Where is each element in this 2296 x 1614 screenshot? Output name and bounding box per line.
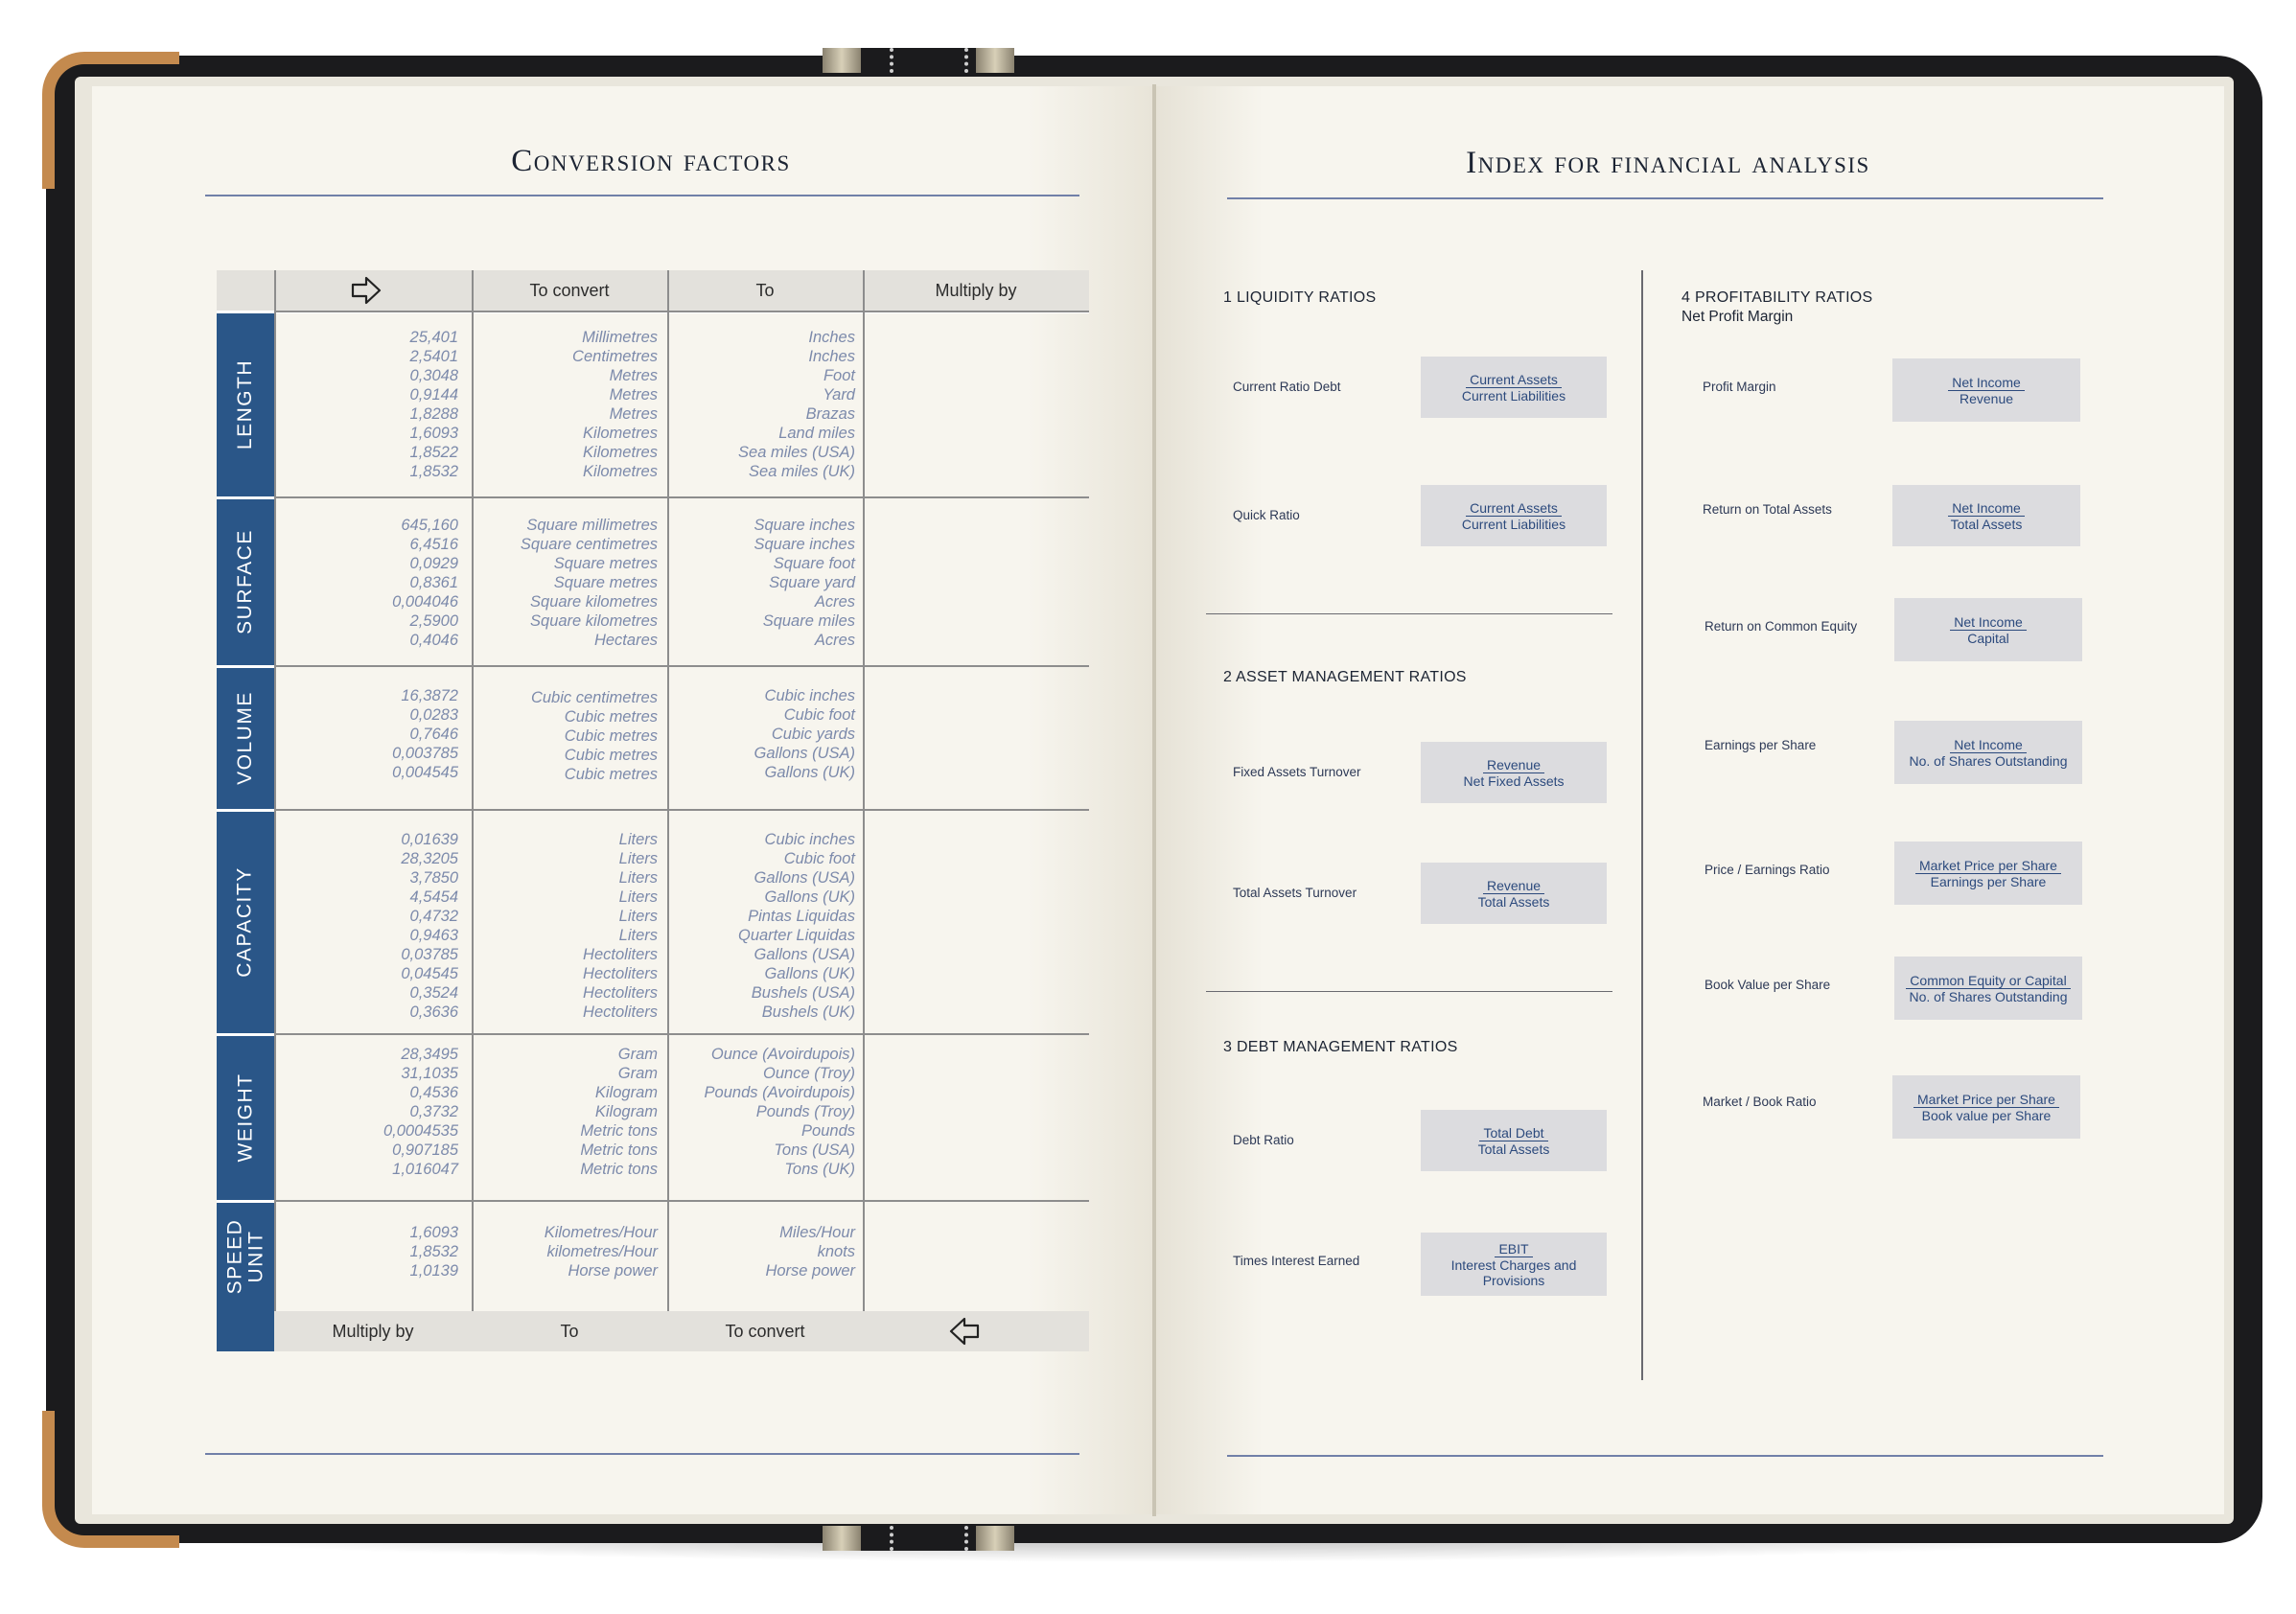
table-cell: Pounds (Avoirdupois) <box>704 1084 855 1101</box>
elastic-strap-top <box>823 48 1014 73</box>
section-subheading: Net Profit Margin <box>1681 309 1794 325</box>
table-cell: 0,3524 <box>409 984 458 1002</box>
table-cell: Bushels (UK) <box>761 1003 855 1021</box>
table-cell: 2,5900 <box>409 612 458 630</box>
table-cell: Square millimetres <box>526 517 658 534</box>
ratio-label: Earnings per Share <box>1705 738 1817 752</box>
title-rule <box>205 195 1079 196</box>
table-cell: 0,0283 <box>409 706 458 724</box>
table-cell: Liters <box>618 888 658 906</box>
grid-line <box>274 1033 1089 1035</box>
table-cell: Metres <box>609 405 658 423</box>
table-cell: Square inches <box>754 536 855 553</box>
table-cell: Liters <box>618 927 658 944</box>
table-cell: Square metres <box>553 574 658 591</box>
table-cell: Liters <box>618 850 658 867</box>
table-cell: Cubic inches <box>764 687 855 704</box>
table-cell: Hectoliters <box>583 965 658 982</box>
table-cell: 1,6093 <box>409 425 458 442</box>
table-cell: Liters <box>618 831 658 848</box>
section-label-capacity: CAPACITY <box>234 866 256 978</box>
table-cell: Hectoliters <box>583 984 658 1002</box>
ratio-formula-box: Revenue Net Fixed Assets <box>1421 742 1607 803</box>
table-cell: Hectares <box>593 632 658 649</box>
table-cell: Foot <box>823 367 855 384</box>
table-cell: 16,3872 <box>401 687 458 704</box>
section-label-volume: VOLUME <box>234 691 256 785</box>
table-cell: 0,004545 <box>392 764 458 781</box>
ratio-label: Return on Total Assets <box>1703 502 1832 517</box>
section-heading-debt-management: 3 DEBT MANAGEMENT RATIOS <box>1223 1039 1458 1055</box>
ratio-formula-box: Net Income Capital <box>1894 598 2082 661</box>
table-cell: Liters <box>618 908 658 925</box>
table-cell: 28,3205 <box>401 850 458 867</box>
bottom-rule <box>205 1453 1079 1455</box>
section-heading-profitability: 4 PROFITABILITY RATIOS <box>1681 289 1873 306</box>
grid-line <box>274 1200 1089 1202</box>
table-cell: Sea miles (UK) <box>749 463 855 480</box>
section-divider <box>1206 991 1612 992</box>
table-cell: 0,0004535 <box>383 1122 458 1140</box>
table-cell: 0,907185 <box>392 1141 458 1159</box>
ratio-label: Times Interest Earned <box>1233 1254 1360 1268</box>
ratio-label: Return on Common Equity <box>1705 619 1858 634</box>
table-cell: 3,7850 <box>409 869 458 887</box>
section-label-weight: WEIGHT <box>234 1072 256 1163</box>
table-cell: Cubic foot <box>783 850 855 867</box>
table-cell: 0,4536 <box>409 1084 458 1101</box>
to-units-capacity <box>681 830 855 1022</box>
table-cell: Kilometres <box>583 444 658 461</box>
table-cell: Square foot <box>773 555 855 572</box>
title-rule <box>1227 197 2103 199</box>
bottom-rule <box>1227 1455 2103 1457</box>
table-cell: 6,4516 <box>409 536 458 553</box>
table-cell: Brazas <box>805 405 855 423</box>
table-cell: Horse power <box>765 1262 855 1280</box>
section-heading-asset-management: 2 ASSET MANAGEMENT RATIOS <box>1223 669 1467 685</box>
page-title: Index for financial analysis <box>1466 146 1870 180</box>
factors-length <box>288 328 458 481</box>
table-cell: Metric tons <box>580 1141 658 1159</box>
grid-line <box>274 496 1089 498</box>
section-label-length: LENGTH <box>234 358 256 450</box>
table-cell: 1,016047 <box>392 1161 458 1178</box>
table-cell: Pounds <box>801 1122 855 1140</box>
ratio-label: Quick Ratio <box>1233 508 1300 522</box>
ratio-formula-box: Revenue Total Assets <box>1421 863 1607 924</box>
factors-surface <box>288 516 458 650</box>
table-cell: Pounds (Troy) <box>755 1103 855 1120</box>
header-multiply-by: Multiply by <box>935 281 1017 300</box>
table-cell: Gallons (UK) <box>764 888 855 906</box>
header-to: To <box>755 281 775 300</box>
table-cell: Inches <box>808 348 855 365</box>
table-cell: Liters <box>618 869 658 887</box>
table-cell: Ounce (Avoirdupois) <box>710 1046 855 1063</box>
table-cell: kilometres/Hour <box>546 1243 658 1260</box>
table-cell: Acres <box>814 593 855 611</box>
ratio-formula-box: EBIT Interest Charges and Provisions <box>1421 1233 1607 1296</box>
table-cell: Tons (USA) <box>774 1141 855 1159</box>
table-cell: 1,8522 <box>409 444 458 461</box>
grid-line <box>274 665 1089 667</box>
table-cell: Tons (UK) <box>784 1161 855 1178</box>
table-cell: 25,401 <box>409 329 458 346</box>
table-cell: 0,0929 <box>409 555 458 572</box>
table-cell: Gallons (USA) <box>754 869 855 887</box>
to-units-speed <box>681 1223 855 1280</box>
table-cell: Kilogram <box>594 1103 658 1120</box>
to-units-weight <box>681 1045 855 1179</box>
ratio-formula-box: Net Income No. of Shares Outstanding <box>1894 721 2082 784</box>
table-cell: Cubic inches <box>764 831 855 848</box>
table-cell: Metric tons <box>580 1122 658 1140</box>
footer-to: To <box>560 1322 579 1341</box>
table-cell: 0,003785 <box>392 745 458 762</box>
table-cell: Gallons (USA) <box>754 745 855 762</box>
table-cell: Gallons (USA) <box>754 946 855 963</box>
table-cell: 31,1035 <box>401 1065 458 1082</box>
table-cell: Cubic foot <box>783 706 855 724</box>
table-cell: Metric tons <box>580 1161 658 1178</box>
table-cell: Square kilometres <box>530 612 658 630</box>
table-cell: Square inches <box>754 517 855 534</box>
table-cell: Gram <box>617 1065 658 1082</box>
ratio-label: Total Assets Turnover <box>1233 886 1357 900</box>
section-label-surface: SURFACE <box>234 529 256 634</box>
table-cell: 0,4732 <box>409 908 458 925</box>
ratio-formula-box: Net Income Total Assets <box>1892 485 2080 546</box>
ratio-label: Fixed Assets Turnover <box>1233 765 1361 779</box>
grid-line <box>274 311 1089 312</box>
table-cell: 1,8532 <box>409 1243 458 1260</box>
table-cell: Square miles <box>762 612 855 630</box>
table-cell: Cubic centimetres <box>530 689 658 706</box>
table-cell: knots <box>817 1243 855 1260</box>
table-cell: Cubic metres <box>564 766 658 783</box>
table-cell: Pintas Liquidas <box>748 908 855 925</box>
table-cell: Gallons (UK) <box>764 764 855 781</box>
table-cell: 0,7646 <box>409 726 458 743</box>
from-units-surface <box>485 516 658 650</box>
ratio-label: Current Ratio Debt <box>1233 380 1341 394</box>
table-cell: Ounce (Troy) <box>763 1065 855 1082</box>
table-cell: 0,8361 <box>409 574 458 591</box>
table-cell: Metres <box>609 367 658 384</box>
section-heading-liquidity: 1 LIQUIDITY RATIOS <box>1223 289 1377 306</box>
table-cell: Kilometres <box>583 463 658 480</box>
grid-line <box>667 270 669 1351</box>
table-cell: 28,3495 <box>401 1046 458 1063</box>
ratio-label: Market / Book Ratio <box>1703 1095 1817 1109</box>
table-cell: Cubic metres <box>564 708 658 726</box>
table-cell: Land miles <box>778 425 855 442</box>
footer-to-convert: To convert <box>725 1322 805 1341</box>
table-cell: 0,9463 <box>409 927 458 944</box>
column-divider <box>1641 270 1643 1380</box>
conversion-table <box>217 270 1089 1349</box>
table-cell: Yard <box>823 386 855 404</box>
table-cell: Horse power <box>568 1262 658 1280</box>
table-cell: 0,9144 <box>409 386 458 404</box>
table-cell: Millimetres <box>582 329 658 346</box>
table-cell: Kilogram <box>594 1084 658 1101</box>
section-divider <box>1206 613 1612 614</box>
ratio-formula-box: Market Price per Share Book value per Share <box>1892 1075 2080 1139</box>
table-cell: 0,3048 <box>409 367 458 384</box>
ratio-formula-box: Current Assets Current Liabilities <box>1421 357 1607 418</box>
table-cell: Square metres <box>553 555 658 572</box>
ratio-formula-box: Net Income Revenue <box>1892 358 2080 422</box>
table-cell: Kilometres/Hour <box>544 1224 658 1241</box>
footer-multiply-by: Multiply by <box>332 1322 414 1341</box>
table-cell: Gram <box>617 1046 658 1063</box>
factors-volume <box>288 686 458 782</box>
ratio-formula-box: Total Debt Total Assets <box>1421 1110 1607 1171</box>
ratio-label: Price / Earnings Ratio <box>1705 863 1830 877</box>
table-cell: 4,5454 <box>409 888 458 906</box>
table-cell: 0,01639 <box>401 831 458 848</box>
table-cell: Square yard <box>769 574 855 591</box>
table-cell: 0,03785 <box>401 946 458 963</box>
factors-capacity <box>288 830 458 1022</box>
to-units-length <box>681 328 855 481</box>
ratio-formula-box: Market Price per Share Earnings per Share <box>1894 842 2082 905</box>
to-units-volume <box>681 686 855 782</box>
page-title: Conversion factors <box>511 144 791 178</box>
ratio-label: Debt Ratio <box>1233 1133 1294 1147</box>
table-cell: Square centimetres <box>520 536 658 553</box>
table-cell: Inches <box>808 329 855 346</box>
table-cell: 645,160 <box>401 517 458 534</box>
arrow-right-icon <box>351 276 382 310</box>
from-units-length <box>485 328 658 481</box>
table-cell: Bushels (USA) <box>751 984 855 1002</box>
table-cell: 0,004046 <box>392 593 458 611</box>
ratio-formula-box: Common Equity or Capital No. of Shares Outstanding <box>1894 957 2082 1020</box>
table-cell: Miles/Hour <box>779 1224 855 1241</box>
ratio-label: Book Value per Share <box>1705 978 1831 992</box>
ratio-formula-box: Current Assets Current Liabilities <box>1421 485 1607 546</box>
table-cell: Square kilometres <box>530 593 658 611</box>
table-cell: Cubic yards <box>771 726 855 743</box>
table-cell: Hectoliters <box>583 1003 658 1021</box>
factors-weight <box>288 1045 458 1179</box>
table-cell: 0,04545 <box>401 965 458 982</box>
table-cell: Sea miles (USA) <box>738 444 855 461</box>
table-cell: Metres <box>609 386 658 404</box>
table-cell: 2,5401 <box>409 348 458 365</box>
table-cell: 0,3636 <box>409 1003 458 1021</box>
grid-line <box>863 270 865 1351</box>
grid-line <box>472 270 474 1351</box>
table-cell: Quarter Liquidas <box>738 927 855 944</box>
header-to-convert: To convert <box>529 281 610 300</box>
table-cell: Cubic metres <box>564 727 658 745</box>
table-cell: Hectoliters <box>583 946 658 963</box>
table-cell: Kilometres <box>583 425 658 442</box>
from-units-volume <box>485 688 658 784</box>
from-units-capacity <box>485 830 658 1022</box>
table-cell: 1,8532 <box>409 463 458 480</box>
grid-line <box>274 809 1089 811</box>
table-cell: 0,4046 <box>409 632 458 649</box>
table-cell: Acres <box>814 632 855 649</box>
elastic-strap-bottom <box>823 1526 1014 1551</box>
to-units-surface <box>681 516 855 650</box>
section-label-speed-unit: SPEED UNIT <box>223 1218 267 1295</box>
from-units-weight <box>485 1045 658 1179</box>
table-cell: Cubic metres <box>564 747 658 764</box>
table-cell: 1,0139 <box>409 1262 458 1280</box>
factors-speed <box>288 1223 458 1280</box>
table-cell: 0,3732 <box>409 1103 458 1120</box>
table-cell: Gallons (UK) <box>764 965 855 982</box>
arrow-left-icon <box>949 1317 980 1350</box>
ratio-label: Profit Margin <box>1703 380 1776 394</box>
table-cell: 1,6093 <box>409 1224 458 1241</box>
from-units-speed <box>485 1223 658 1280</box>
table-cell: 1,8288 <box>409 405 458 423</box>
table-cell: Centimetres <box>572 348 658 365</box>
grid-line <box>274 270 276 1351</box>
